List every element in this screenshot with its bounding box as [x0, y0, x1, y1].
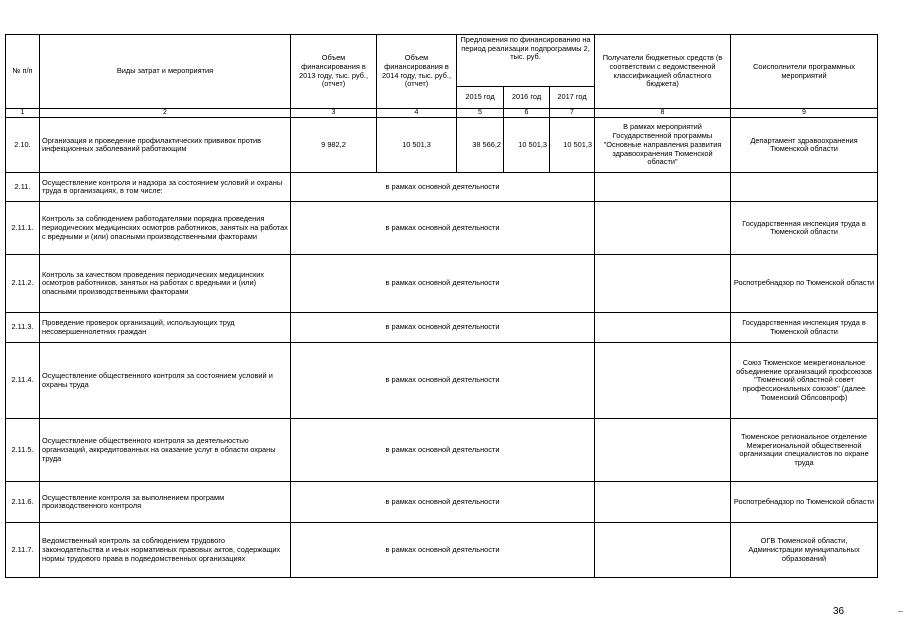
header-recipients: Получатели бюджетных средств (в соответствии с ведомственной классификацией областного бюджета) [595, 35, 731, 109]
column-number: 4 [377, 109, 457, 118]
row-activity: Организация и проведение профилактических прививок против инфекционных заболеваний работающим [40, 118, 291, 173]
column-number: 2 [40, 109, 291, 118]
header-name: Виды затрат и мероприятия [40, 35, 291, 109]
row-funding: в рамках основной деятельности [291, 419, 595, 482]
header-year-2015: 2015 год [457, 87, 504, 109]
column-number: 1 [6, 109, 40, 118]
row-number: 2.11.5. [6, 419, 40, 482]
row-recipients [595, 482, 731, 523]
header-row [6, 35, 878, 87]
row-coexecutors: Тюменское региональное отделение Межрегиональной общественной организации специалистов по охране труда [731, 419, 878, 482]
row-coexecutors: Роспотребнадзор по Тюменской области [731, 255, 878, 313]
row-activity: Контроль за качеством проведения периодических медицинских осмотров работников, занятых на работах с вредными и (или) опасными производственными факторами [40, 255, 291, 313]
row-activity: Ведомственный контроль за соблюдением трудового законодательства и иных нормативных правовых актов, содержащих нормы трудового права в подведомственных организациях [40, 523, 291, 578]
table-row [6, 523, 878, 578]
row-coexecutors: Государственная инспекция труда в Тюменской области [731, 313, 878, 343]
row-activity: Осуществление общественного контроля за деятельностью организаций, аккредитованных на оказание услуг в области охраны труда [40, 419, 291, 482]
row-number: 2.11.3. [6, 313, 40, 343]
table-row [6, 482, 878, 523]
row-coexecutors: Роспотребнадзор по Тюменской области [731, 482, 878, 523]
row-number: 2.11.1. [6, 202, 40, 255]
row-coexecutors: Государственная инспекция труда в Тюменской области [731, 202, 878, 255]
header-year-2017: 2017 год [550, 87, 595, 109]
row-recipients: В рамках мероприятий Государственной программы "Основные направления развития здравоохранения Тюменской области" [595, 118, 731, 173]
row-year-2016: 10 501,3 [504, 118, 550, 173]
row-funding: в рамках основной деятельности [291, 255, 595, 313]
header-vol-2014: Объем финансирования в 2014 году, тыс. руб., (отчет) [377, 35, 457, 109]
row-coexecutors: Департамент здравоохранения Тюменской области [731, 118, 878, 173]
row-number: 2.11.6. [6, 482, 40, 523]
column-number: 9 [731, 109, 878, 118]
row-activity: Осуществление контроля за выполнением программ производственного контроля [40, 482, 291, 523]
row-number: 2.11.2. [6, 255, 40, 313]
row-number: 2.10. [6, 118, 40, 173]
row-activity: Проведение проверок организаций, использующих труд несовершеннолетних граждан [40, 313, 291, 343]
column-number: 7 [550, 109, 595, 118]
header-proposals: Предложения по финансированию на период реализации подпрограммы 2, тыс. руб. [457, 35, 595, 87]
column-number: 5 [457, 109, 504, 118]
column-number: 8 [595, 109, 731, 118]
row-recipients [595, 419, 731, 482]
row-number: 2.11.4. [6, 343, 40, 419]
row-recipients [595, 173, 731, 202]
row-funding: в рамках основной деятельности [291, 173, 595, 202]
row-funding: в рамках основной деятельности [291, 482, 595, 523]
row-number: 2.11.7. [6, 523, 40, 578]
table-row [6, 343, 878, 419]
table-row [6, 118, 878, 173]
row-funding: в рамках основной деятельности [291, 313, 595, 343]
row-recipients [595, 523, 731, 578]
row-vol-2014: 10 501,3 [377, 118, 457, 173]
table-row [6, 173, 878, 202]
row-number: 2.11. [6, 173, 40, 202]
row-coexecutors: ОГВ Тюменской области, Администрации муниципальных образований [731, 523, 878, 578]
header-coexecutors: Соисполнители программных мероприятий [731, 35, 878, 109]
row-funding: в рамках основной деятельности [291, 523, 595, 578]
row-year-2017: 10 501,3 [550, 118, 595, 173]
column-number: 3 [291, 109, 377, 118]
row-activity: Осуществление общественного контроля за состоянием условий и охраны труда [40, 343, 291, 419]
table-row [6, 255, 878, 313]
row-coexecutors [731, 173, 878, 202]
row-recipients [595, 202, 731, 255]
row-activity: Контроль за соблюдением работодателями порядка проведения периодических медицинских осмотров работников, занятых на работах с вредными и (или) опасными производственными факторами [40, 202, 291, 255]
row-vol-2013: 9 982,2 [291, 118, 377, 173]
column-number-row [6, 109, 878, 118]
funding-table [5, 34, 878, 578]
scan-mark [898, 611, 903, 615]
table-row [6, 419, 878, 482]
row-year-2015: 38 566,2 [457, 118, 504, 173]
row-funding: в рамках основной деятельности [291, 202, 595, 255]
header-num: № п/п [6, 35, 40, 109]
header-year-2016: 2016 год [504, 87, 550, 109]
header-vol-2013: Объем финансирования в 2013 году, тыс. руб., (отчет) [291, 35, 377, 109]
page-number: 36 [833, 606, 845, 617]
row-coexecutors: Союз Тюменское межрегиональное объединение организаций профсоюзов "Тюменский областной совет профессиональных союзов" (далее Тюменский Облсовпроф) [731, 343, 878, 419]
row-recipients [595, 255, 731, 313]
row-funding: в рамках основной деятельности [291, 343, 595, 419]
row-activity: Осуществление контроля и надзора за состоянием условий и охраны труда в организациях, в том числе: [40, 173, 291, 202]
table-row [6, 313, 878, 343]
row-recipients [595, 313, 731, 343]
table-row [6, 202, 878, 255]
row-recipients [595, 343, 731, 419]
column-number: 6 [504, 109, 550, 118]
